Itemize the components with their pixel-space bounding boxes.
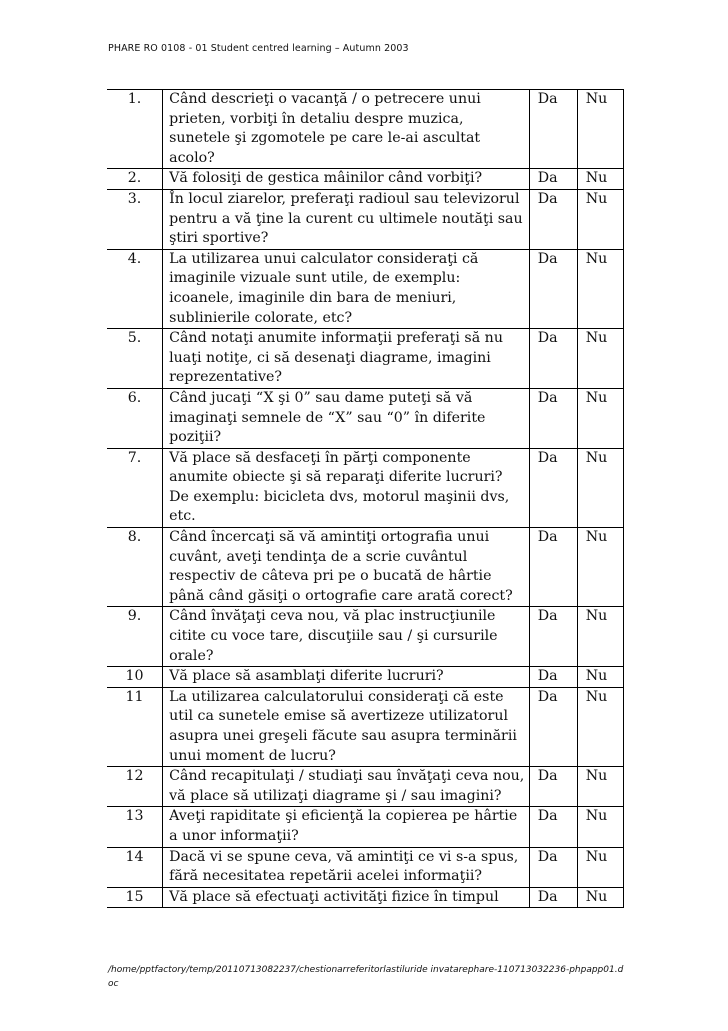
question-row (107, 169, 624, 190)
answer-yes[interactable]: Da (529, 767, 577, 807)
question-number: 5. (107, 329, 163, 389)
answer-no[interactable]: Nu (577, 667, 623, 688)
question-number: 14 (107, 847, 163, 887)
answer-no[interactable]: Nu (577, 807, 623, 847)
question-row (107, 687, 624, 766)
question-row (107, 448, 624, 527)
answer-yes[interactable]: Da (529, 90, 577, 169)
question-number: 2. (107, 169, 163, 190)
question-row (107, 90, 624, 169)
answer-no[interactable]: Nu (577, 169, 623, 190)
answer-no[interactable]: Nu (577, 189, 623, 249)
file-path-footer: /home/pptfactory/temp/20110713082237/chestionarreferitorlastiluride invatarephare-110713032236-phpapp01.doc (108, 965, 624, 989)
question-text: Vă place să asamblaţi diferite lucruri? (163, 667, 530, 688)
question-row (107, 767, 624, 807)
questionnaire-body (107, 90, 624, 908)
question-text: Vă folosiţi de gestica mâinilor când vorbiţi? (163, 169, 530, 190)
answer-no[interactable]: Nu (577, 687, 623, 766)
answer-yes[interactable]: Da (529, 169, 577, 190)
question-number: 11 (107, 687, 163, 766)
question-number: 12 (107, 767, 163, 807)
question-row (107, 189, 624, 249)
question-row (107, 607, 624, 667)
question-text: Când încercaţi să vă amintiţi ortografia unui cuvânt, aveţi tendinţa de a scrie cuvântul respectiv de câteva pri pe o bucată de hârtie până când găsiţi o ortografie care arată corect? (163, 528, 530, 607)
question-row (107, 807, 624, 847)
question-number: 1. (107, 90, 163, 169)
answer-yes[interactable]: Da (529, 329, 577, 389)
question-row (107, 329, 624, 389)
question-row (107, 388, 624, 448)
answer-yes[interactable]: Da (529, 607, 577, 667)
answer-yes[interactable]: Da (529, 667, 577, 688)
answer-no[interactable]: Nu (577, 90, 623, 169)
question-text: La utilizarea calculatorului consideraţi că este util ca sunetele emise să avertizeze utilizatorul asupra unei greşeli făcute sau asupra terminării unui moment de lucru? (163, 687, 530, 766)
answer-no[interactable]: Nu (577, 329, 623, 389)
answer-no[interactable]: Nu (577, 528, 623, 607)
question-row (107, 667, 624, 688)
answer-yes[interactable]: Da (529, 847, 577, 887)
question-text: În locul ziarelor, preferaţi radioul sau televizorul pentru a vă ţine la curent cu ultimele noutăţi sau ştiri sportive? (163, 189, 530, 249)
question-text: Vă place să efectuaţi activităţi fizice în timpul (163, 887, 530, 908)
answer-yes[interactable]: Da (529, 189, 577, 249)
question-text: Vă place să desfaceţi în părţi componente anumite obiecte şi să reparaţi diferite lucruri? De exemplu: bicicleta dvs, motorul maşinii dvs, etc. (163, 448, 530, 527)
question-text: Când notaţi anumite informaţii preferaţi să nu luaţi notiţe, ci să desenaţi diagrame, imagini reprezentative? (163, 329, 530, 389)
questionnaire-table (107, 89, 624, 908)
question-text: Când descrieţi o vacanţă / o petrecere unui prieten, vorbiţi în detaliu despre muzica, sunetele şi zgomotele pe care le-ai ascultat acolo? (163, 90, 530, 169)
answer-yes[interactable]: Da (529, 887, 577, 908)
answer-no[interactable]: Nu (577, 847, 623, 887)
question-row (107, 528, 624, 607)
question-row (107, 887, 624, 908)
answer-yes[interactable]: Da (529, 448, 577, 527)
question-number: 7. (107, 448, 163, 527)
question-text: Când învăţaţi ceva nou, vă plac instrucţiunile citite cu voce tare, discuţiile sau / şi cursurile orale? (163, 607, 530, 667)
answer-yes[interactable]: Da (529, 807, 577, 847)
answer-no[interactable]: Nu (577, 448, 623, 527)
question-text: Dacă vi se spune ceva, vă amintiţi ce vi s-a spus, fără necesitatea repetării acelei informaţii? (163, 847, 530, 887)
question-number: 6. (107, 388, 163, 448)
answer-yes[interactable]: Da (529, 687, 577, 766)
question-number: 13 (107, 807, 163, 847)
page-header: PHARE RO 0108 - 01 Student centred learning – Autumn 2003 (108, 43, 409, 54)
question-text: La utilizarea unui calculator consideraţi că imaginile vizuale sunt utile, de exemplu: icoanele, imaginile din bara de meniuri, sublinierile colorate, etc? (163, 249, 530, 328)
question-row (107, 847, 624, 887)
question-number: 15 (107, 887, 163, 908)
question-number: 8. (107, 528, 163, 607)
answer-no[interactable]: Nu (577, 249, 623, 328)
question-number: 3. (107, 189, 163, 249)
question-number: 9. (107, 607, 163, 667)
answer-no[interactable]: Nu (577, 767, 623, 807)
answer-yes[interactable]: Da (529, 388, 577, 448)
answer-no[interactable]: Nu (577, 887, 623, 908)
question-text: Aveţi rapiditate şi eficienţă la copierea pe hârtie a unor informaţii? (163, 807, 530, 847)
answer-no[interactable]: Nu (577, 607, 623, 667)
question-text: Când jucaţi “X şi 0” sau dame puteţi să vă imaginaţi semnele de “X” sau “0” în diferite poziţii? (163, 388, 530, 448)
question-number: 4. (107, 249, 163, 328)
question-text: Când recapitulaţi / studiaţi sau învăţaţi ceva nou, vă place să utilizaţi diagrame şi / sau imagini? (163, 767, 530, 807)
question-row (107, 249, 624, 328)
question-number: 10 (107, 667, 163, 688)
answer-no[interactable]: Nu (577, 388, 623, 448)
answer-yes[interactable]: Da (529, 528, 577, 607)
answer-yes[interactable]: Da (529, 249, 577, 328)
